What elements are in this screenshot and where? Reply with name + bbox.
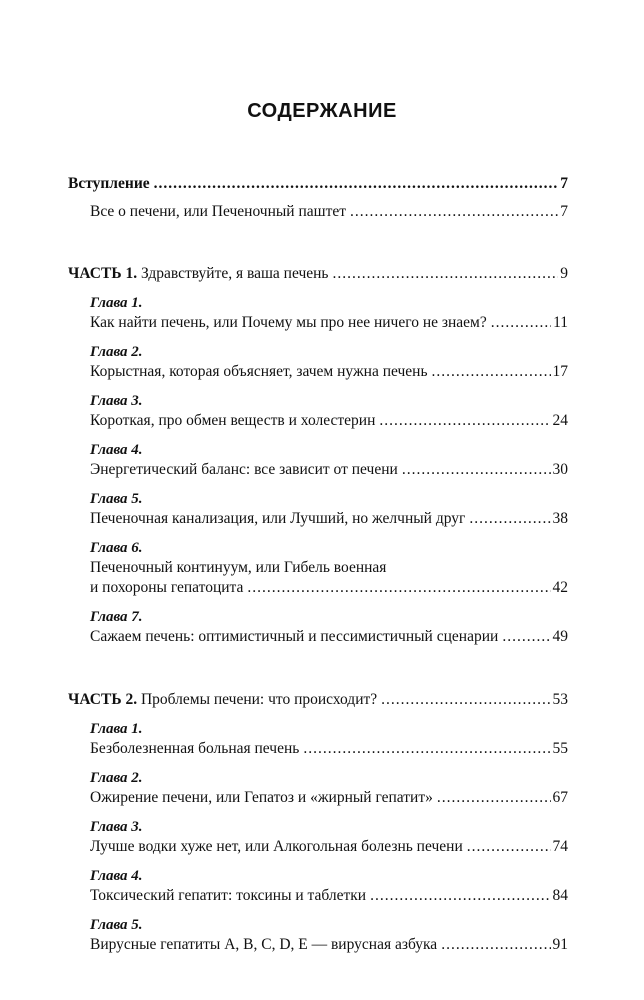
table-of-contents bbox=[68, 174, 568, 955]
toc-part-1[interactable] bbox=[68, 264, 568, 284]
leader-dots bbox=[467, 837, 551, 857]
toc-page-number: 67 bbox=[552, 789, 568, 806]
leader-dots bbox=[381, 690, 550, 710]
leader-dots bbox=[432, 362, 551, 382]
toc-entry-title: Токсический гепатит: токсины и таблетки bbox=[90, 887, 367, 904]
leader-dots bbox=[402, 460, 551, 480]
toc-page-number: 17 bbox=[552, 363, 568, 380]
toc-entry-title: Короткая, про обмен веществ и холестерин bbox=[90, 412, 376, 429]
part-label: ЧАСТЬ 2. bbox=[68, 691, 138, 708]
chapter-label: Глава 2. bbox=[90, 770, 143, 786]
toc-chapter-p1-3[interactable] bbox=[68, 392, 568, 431]
toc-page-number: 53 bbox=[552, 691, 568, 708]
toc-page-number: 24 bbox=[552, 412, 568, 429]
toc-chapter-p1-6[interactable] bbox=[68, 539, 568, 598]
toc-page-number: 91 bbox=[552, 936, 568, 953]
toc-chapter-p2-1[interactable] bbox=[68, 720, 568, 759]
toc-entry-title: Энергетический баланс: все зависит от печени bbox=[90, 461, 398, 478]
toc-chapter-p2-2[interactable] bbox=[68, 769, 568, 808]
page-title: СОДЕРЖАНИЕ bbox=[247, 100, 397, 122]
toc-entry-title: Как найти печень, или Почему мы про нее ничего не знаем? bbox=[90, 314, 487, 331]
toc-page-number: 84 bbox=[552, 887, 568, 904]
toc-page-number: 7 bbox=[560, 175, 568, 192]
toc-chapter-p1-5[interactable] bbox=[68, 490, 568, 529]
leader-dots bbox=[502, 627, 550, 647]
toc-chapter-p1-7[interactable] bbox=[68, 608, 568, 647]
leader-dots bbox=[154, 174, 559, 194]
part-title: Здравствуйте, я ваша печень bbox=[137, 265, 329, 282]
leader-dots bbox=[332, 264, 558, 284]
leader-dots bbox=[350, 202, 558, 222]
leader-dots bbox=[247, 578, 550, 598]
chapter-label: Глава 3. bbox=[90, 819, 143, 835]
toc-entry-intro-sub[interactable] bbox=[68, 202, 568, 222]
toc-entry-title: Корыстная, которая объясняет, зачем нужна печень bbox=[90, 363, 428, 380]
toc-chapter-p2-5[interactable] bbox=[68, 916, 568, 955]
toc-page-number: 9 bbox=[560, 265, 568, 282]
toc-chapter-p1-2[interactable] bbox=[68, 343, 568, 382]
toc-page-number: 49 bbox=[552, 628, 568, 645]
toc-entry-title: Все о печени, или Печеночный паштет bbox=[90, 203, 347, 220]
toc-part-2[interactable] bbox=[68, 690, 568, 710]
leader-dots bbox=[379, 411, 550, 431]
toc-page-number: 30 bbox=[552, 461, 568, 478]
toc-page-number: 55 bbox=[552, 740, 568, 757]
chapter-label: Глава 5. bbox=[90, 491, 143, 507]
toc-entry-title: Лучше водки хуже нет, или Алкогольная болезнь печени bbox=[90, 838, 463, 855]
chapter-label: Глава 1. bbox=[90, 721, 143, 737]
toc-entry-title: Сажаем печень: оптимистичный и пессимистичный сценарии bbox=[90, 628, 499, 645]
toc-chapter-p1-1[interactable] bbox=[68, 294, 568, 333]
toc-entry-title-line1: Печеночный континуум, или Гибель военная bbox=[90, 559, 387, 576]
chapter-label: Глава 1. bbox=[90, 295, 143, 311]
toc-page-number: 11 bbox=[553, 314, 568, 331]
toc-page-number: 38 bbox=[552, 510, 568, 527]
part-label: ЧАСТЬ 1. bbox=[68, 265, 138, 282]
toc-entry-title: Ожирение печени, или Гепатоз и «жирный гепатит» bbox=[90, 789, 433, 806]
chapter-label: Глава 7. bbox=[90, 609, 143, 625]
toc-page-number: 74 bbox=[552, 838, 568, 855]
leader-dots bbox=[303, 739, 550, 759]
toc-entry-title: Печеночная канализация, или Лучший, но желчный друг bbox=[90, 510, 466, 527]
leader-dots bbox=[370, 886, 550, 906]
toc-entry-title: Безболезненная больная печень bbox=[90, 740, 300, 757]
toc-chapter-p1-4[interactable] bbox=[68, 441, 568, 480]
chapter-label: Глава 4. bbox=[90, 868, 143, 884]
chapter-label: Глава 6. bbox=[90, 540, 143, 556]
toc-entry-title: Вирусные гепатиты A, B, C, D, E — вирусная азбука bbox=[90, 936, 438, 953]
chapter-label: Глава 5. bbox=[90, 917, 143, 933]
chapter-label: Глава 3. bbox=[90, 393, 143, 409]
toc-chapter-p2-4[interactable] bbox=[68, 867, 568, 906]
chapter-label: Глава 2. bbox=[90, 344, 143, 360]
leader-dots bbox=[469, 509, 550, 529]
chapter-label: Глава 4. bbox=[90, 442, 143, 458]
leader-dots bbox=[491, 313, 551, 333]
toc-entry-title: Вступление bbox=[68, 175, 150, 192]
leader-dots bbox=[441, 935, 550, 955]
part-title: Проблемы печени: что происходит? bbox=[137, 691, 378, 708]
leader-dots bbox=[437, 788, 551, 808]
toc-page-number: 7 bbox=[560, 203, 568, 220]
toc-chapter-p2-3[interactable] bbox=[68, 818, 568, 857]
toc-page-number: 42 bbox=[552, 579, 568, 596]
toc-entry-intro[interactable] bbox=[68, 174, 568, 194]
toc-entry-title: и похороны гепатоцита bbox=[90, 579, 244, 596]
